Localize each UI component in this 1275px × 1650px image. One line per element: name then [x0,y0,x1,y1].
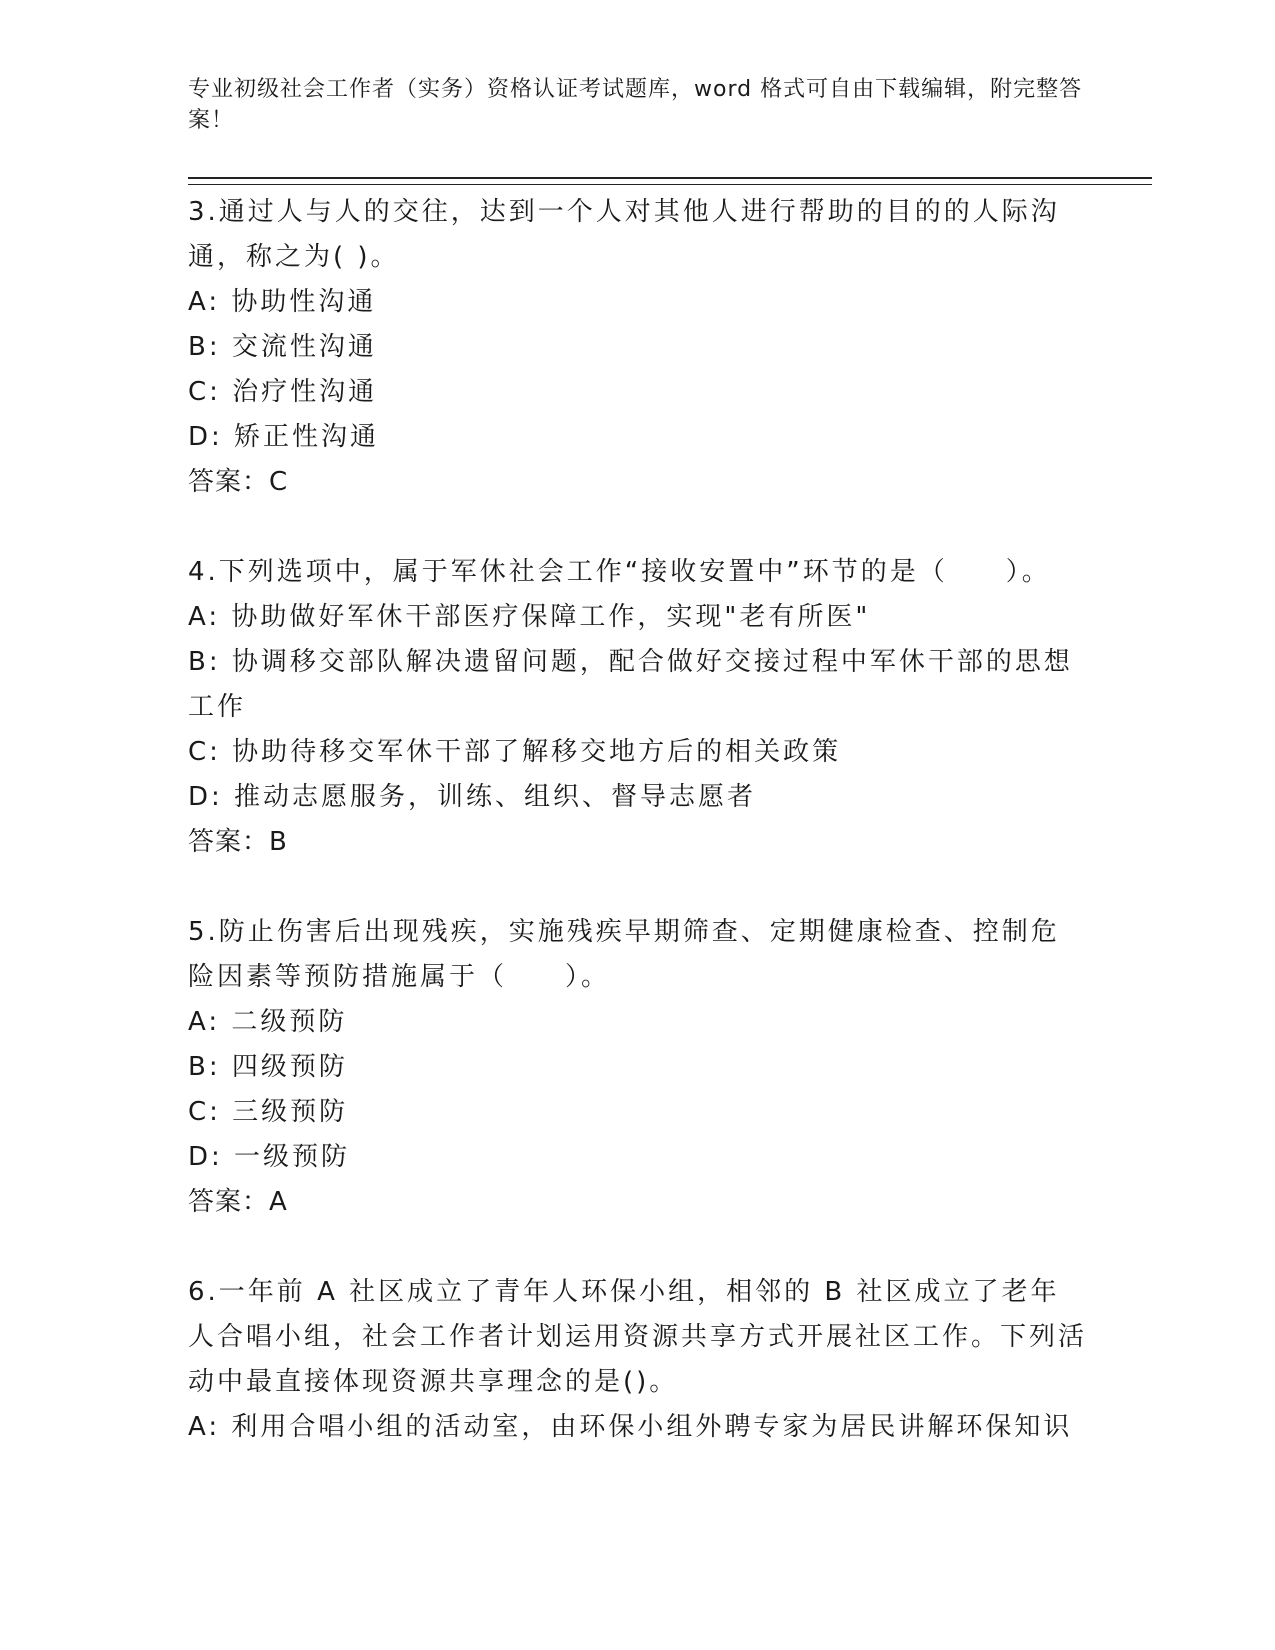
option-a: A: 利用合唱小组的活动室，由环保小组外聘专家为居民讲解环保知识 [188,1412,1073,1442]
option-b: B: 协调移交部队解决遗留问题，配合做好交接过程中军休干部的思想工作 [188,647,1073,722]
answer: 答案：B [188,827,288,857]
question-stem: 4.下列选项中，属于军休社会工作“接收安置中”环节的是（ ）。 [188,557,1051,587]
option-a: A: 协助做好军休干部医疗保障工作，实现"老有所医" [188,602,871,632]
option-d: D: 一级预防 [188,1142,351,1172]
header-divider-thin [188,184,1152,185]
answer: 答案：A [188,1187,288,1217]
option-a: A: 协助性沟通 [188,287,377,317]
option-c: C: 三级预防 [188,1097,349,1127]
question-4 [188,550,1088,865]
option-c: C: 协助待移交军休干部了解移交地方后的相关政策 [188,737,842,767]
header-divider [188,177,1152,179]
question-5 [188,910,1088,1225]
question-stem: 3.通过人与人的交往，达到一个人对其他人进行帮助的目的的人际沟通，称之为( )。 [188,197,1060,272]
answer: 答案：C [188,467,289,497]
option-a: A: 二级预防 [188,1007,348,1037]
option-d: D: 推动志愿服务，训练、组织、督导志愿者 [188,782,757,812]
document-header: 专业初级社会工作者（实务）资格认证考试题库，word 格式可自由下载编辑，附完整答案！ [188,77,1083,133]
option-c: C: 治疗性沟通 [188,377,378,407]
option-b: B: 交流性沟通 [188,332,377,362]
option-b: B: 四级预防 [188,1052,348,1082]
question-3 [188,190,1088,505]
question-list [188,190,1088,1450]
question-6 [188,1270,1088,1450]
option-d: D: 矫正性沟通 [188,422,380,452]
question-stem: 5.防止伤害后出现残疾，实施残疾早期筛查、定期健康检查、控制危险因素等预防措施属于（ ）。 [188,917,1060,992]
question-stem: 6.一年前 A 社区成立了青年人环保小组，相邻的 B 社区成立了老年人合唱小组，社会工作者计划运用资源共享方式开展社区工作。下列活动中最直接体现资源共享理念的是()。 [188,1277,1088,1397]
